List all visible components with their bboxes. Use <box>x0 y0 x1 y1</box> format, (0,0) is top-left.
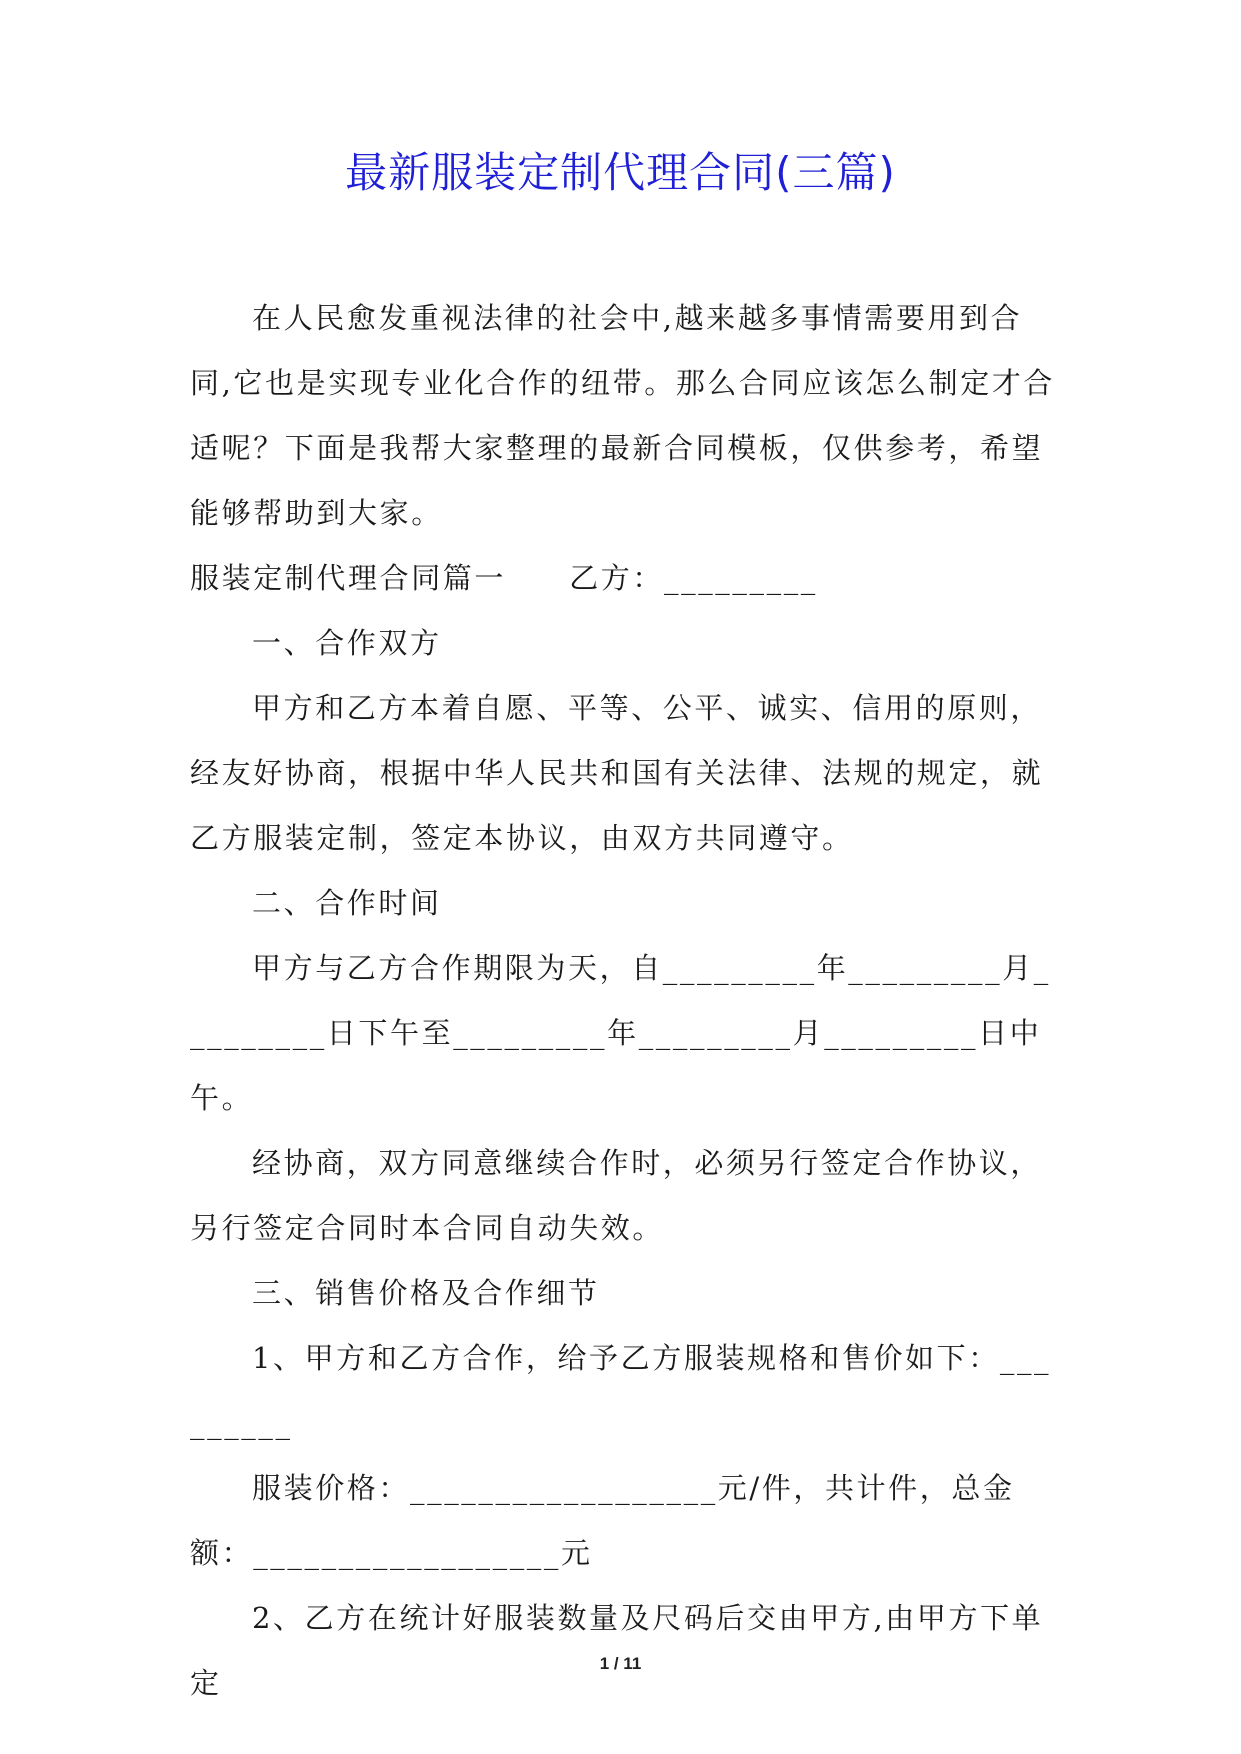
section-heading-period: 二、合作时间 <box>252 886 442 920</box>
paragraph-intro: 在人民愈发重视法律的社会中,越来越多事情需要用到合同,它也是实现专业化合作的纽带。那么合同应该怎么制定才合适呢？下面是我帮大家整理的最新合同模板，仅供参考，希望能够帮助到大家。 <box>190 301 1056 530</box>
paragraph-contract-heading: 服装定制代理合同篇一 乙方：_________ <box>190 561 818 595</box>
document-body <box>190 286 1060 1716</box>
page-number: 1 / 11 <box>599 1654 642 1673</box>
section-heading-pricing: 三、销售价格及合作细节 <box>252 1276 600 1310</box>
paragraph-period: 甲方与乙方合作期限为天，自_________年_________月_________日下午至_________年_________月_________日中午。 <box>190 951 1051 1115</box>
document-title: 最新服装定制代理合同(三篇) <box>345 148 896 197</box>
paragraph-parties: 甲方和乙方本着自愿、平等、公平、诚实、信用的原则，经友好协商，根据中华人民共和国有关法律、法规的规定，就乙方服装定制，签定本协议，由双方共同遵守。 <box>190 691 1044 855</box>
paragraph-pricing-1: 1、甲方和乙方合作，给予乙方服装规格和售价如下：_________ <box>190 1341 1052 1440</box>
paragraph-pricing-2: 2、乙方在统计好服装数量及尺码后交由甲方,由甲方下单定 <box>190 1601 1044 1700</box>
paragraph-price-line: 服装价格：__________________元/件，共计件，总金额：__________________元 <box>190 1471 1015 1570</box>
paragraph-renewal: 经协商，双方同意继续合作时，必须另行签定合作协议，另行签定合同时本合同自动失效。 <box>190 1146 1043 1245</box>
section-heading-parties: 一、合作双方 <box>252 626 442 660</box>
